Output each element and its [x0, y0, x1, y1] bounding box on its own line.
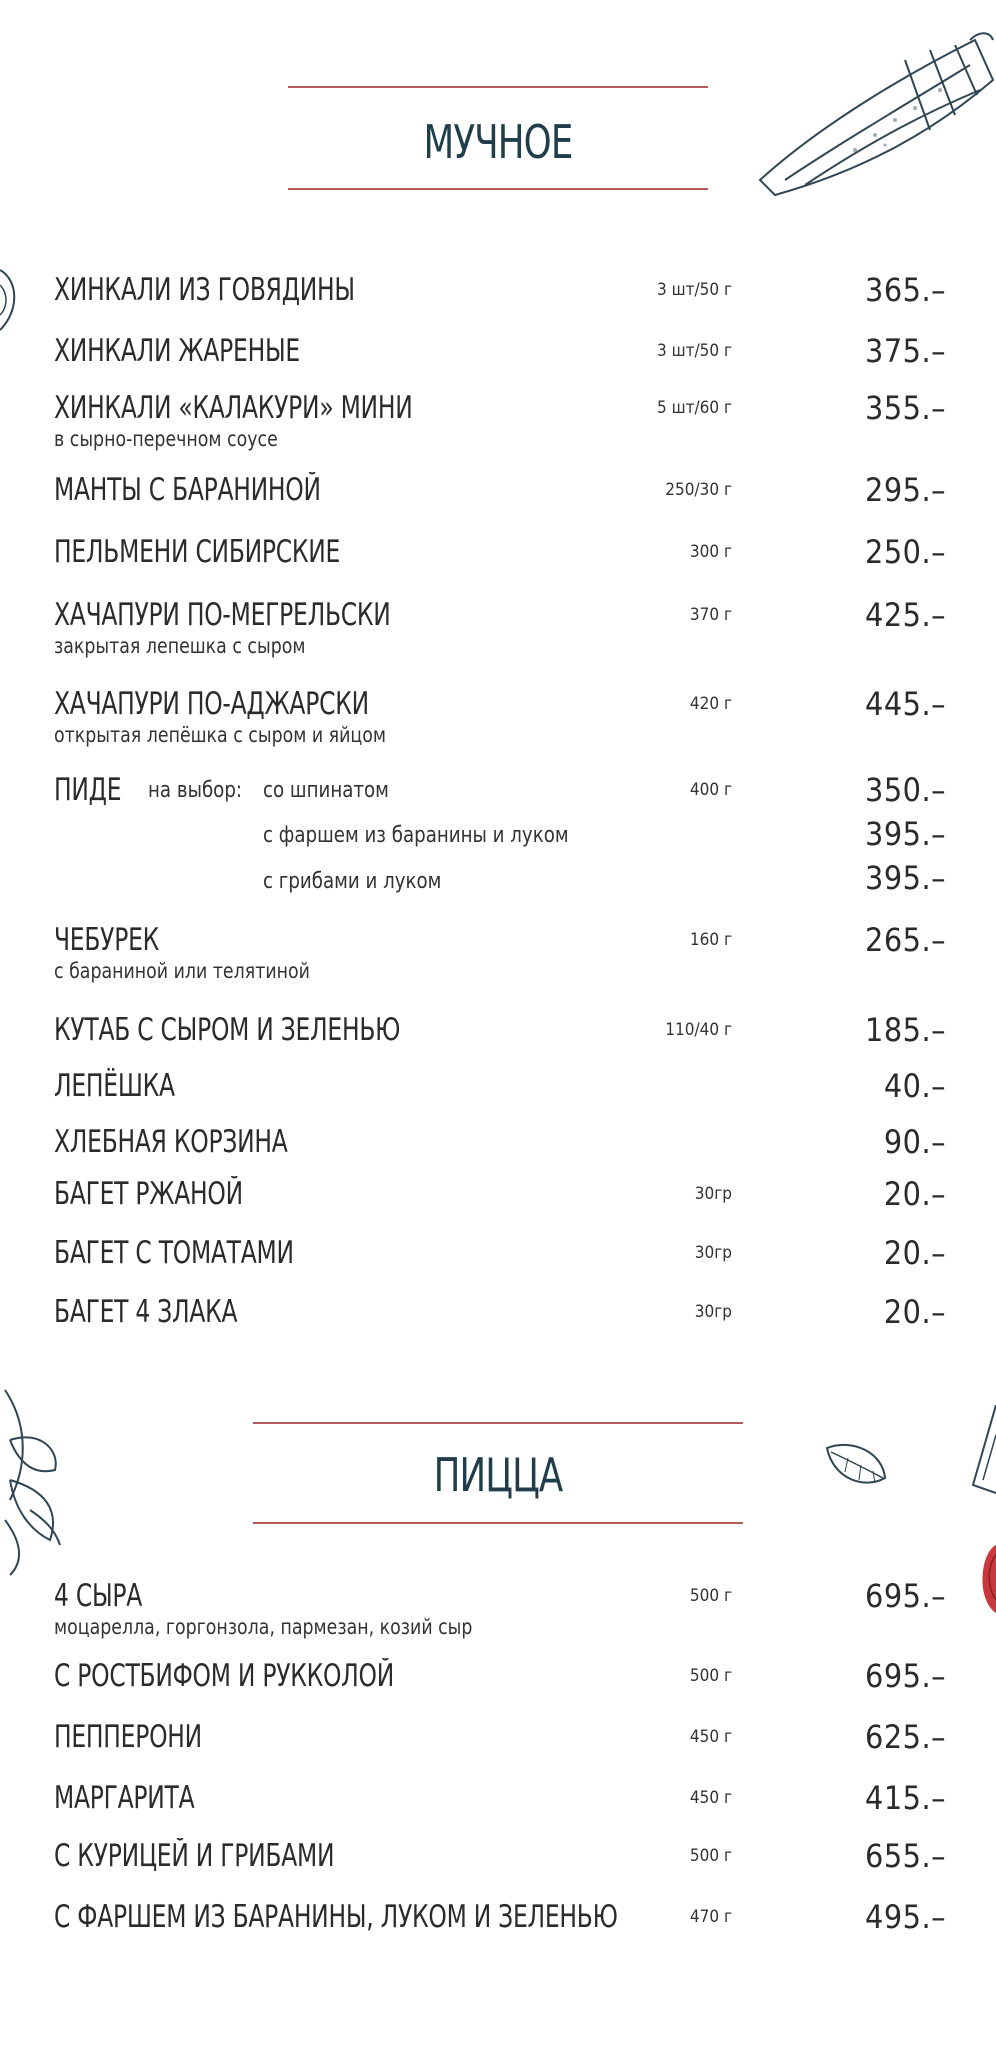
item-name: ПЕЛЬМЕНИ СИБИРСКИЕ [54, 534, 341, 570]
item-price: 185.– [865, 1011, 946, 1049]
item-description: закрытая лепешка с сыром [54, 634, 306, 658]
herb-sketch-icon [0, 1380, 80, 1580]
item-name: ХАЧАПУРИ ПО-АДЖАРСКИ [54, 686, 369, 722]
menu-item [0, 920, 996, 990]
item-name: МАНТЫ С БАРАНИНОЙ [54, 472, 321, 508]
item-price: 395.– [865, 859, 946, 897]
menu-item [0, 1717, 996, 1787]
item-name: С РОСТБИФОМ И РУККОЛОЙ [54, 1658, 394, 1694]
item-weight: 370 г [689, 605, 732, 625]
item-weight: 450 г [689, 1788, 732, 1808]
item-price: 20.– [883, 1175, 946, 1213]
item-weight: 450 г [689, 1727, 732, 1747]
item-price: 350.– [865, 771, 946, 809]
item-price: 90.– [883, 1123, 946, 1161]
item-weight: 110/40 г [665, 1020, 732, 1040]
item-weight: 5 шт/60 г [657, 398, 732, 418]
pizza-slice-sketch-icon [968, 1405, 996, 1495]
item-price: 395.– [865, 815, 946, 853]
item-price: 415.– [865, 1779, 946, 1817]
item-name: ЛЕПЁШКА [54, 1068, 175, 1104]
item-name: ЧЕБУРЕК [54, 922, 160, 958]
item-weight: 30гр [694, 1302, 732, 1322]
item-weight: 500 г [689, 1586, 732, 1606]
item-weight: 420 г [689, 694, 732, 714]
section-rule-top [253, 1422, 743, 1424]
menu-item [0, 1897, 996, 1967]
menu-item [0, 532, 996, 602]
item-price: 365.– [865, 271, 946, 309]
item-weight: 470 г [689, 1907, 732, 1927]
item-description: с бараниной или телятиной [54, 959, 310, 983]
item-weight: 3 шт/50 г [657, 341, 732, 361]
item-weight: 30гр [694, 1243, 732, 1263]
menu-item [0, 1576, 996, 1646]
item-name: ХИНКАЛИ ЖАРЕНЫЕ [54, 333, 300, 369]
item-price: 625.– [865, 1718, 946, 1756]
item-price: 445.– [865, 685, 946, 723]
pide-option-label: со шпинатом [263, 778, 389, 803]
section-title-pizza: ПИЦЦА [433, 1448, 563, 1502]
menu-item [0, 1656, 996, 1726]
section-title-flour: МУЧНОЕ [423, 115, 573, 169]
item-name: С ФАРШЕМ ИЗ БАРАНИНЫ, ЛУКОМ И ЗЕЛЕНЬЮ [54, 1899, 618, 1935]
item-price: 20.– [883, 1234, 946, 1272]
item-price: 695.– [865, 1577, 946, 1615]
menu-item [0, 1836, 996, 1906]
menu-item [0, 595, 996, 665]
item-name: ХАЧАПУРИ ПО-МЕГРЕЛЬСКИ [54, 597, 391, 633]
menu-item [0, 684, 996, 754]
section-rule-bottom [253, 1522, 743, 1524]
item-name: КУТАБ С СЫРОМ И ЗЕЛЕНЬЮ [54, 1012, 401, 1048]
item-name: 4 СЫРА [54, 1578, 143, 1614]
item-weight: 160 г [689, 930, 732, 950]
item-price: 695.– [865, 1657, 946, 1695]
item-description: в сырно-перечном соусе [54, 427, 278, 451]
section-rule-top [288, 86, 708, 88]
section-rule-bottom [288, 188, 708, 190]
item-price: 20.– [883, 1293, 946, 1331]
menu-item [0, 1292, 996, 1362]
pide-option-label: с фаршем из баранины и луком [263, 823, 569, 848]
item-weight: 30гр [694, 1184, 732, 1204]
item-price: 375.– [865, 332, 946, 370]
item-name: ХИНКАЛИ «КАЛАКУРИ» МИНИ [54, 390, 413, 426]
item-weight: 3 шт/50 г [657, 280, 732, 300]
item-name: ХЛЕБНАЯ КОРЗИНА [54, 1124, 288, 1160]
item-weight: 250/30 г [665, 480, 732, 500]
menu-item [0, 388, 996, 458]
item-description: моцарелла, горгонзола, пармезан, козий сыр [54, 1615, 473, 1639]
pide-option-label: с грибами и луком [263, 869, 442, 894]
item-price: 295.– [865, 471, 946, 509]
item-price: 265.– [865, 921, 946, 959]
item-weight: 300 г [689, 542, 732, 562]
item-price: 250.– [865, 533, 946, 571]
menu-item [0, 270, 996, 340]
menu-item [0, 470, 996, 540]
item-description: открытая лепёшка с сыром и яйцом [54, 723, 387, 747]
item-name: С КУРИЦЕЙ И ГРИБАМИ [54, 1838, 335, 1874]
item-price: 425.– [865, 596, 946, 634]
item-name: БАГЕТ 4 ЗЛАКА [54, 1294, 238, 1330]
item-name: ПИДЕ [54, 772, 122, 808]
item-price: 655.– [865, 1837, 946, 1875]
item-weight: 500 г [689, 1666, 732, 1686]
item-weight: 400 г [689, 780, 732, 800]
item-price: 40.– [883, 1067, 946, 1105]
item-name: ПЕППЕРОНИ [54, 1719, 202, 1755]
item-weight: 500 г [689, 1846, 732, 1866]
item-price: 495.– [865, 1898, 946, 1936]
pide-choice-label: на выбор: [148, 778, 243, 803]
item-name: МАРГАРИТА [54, 1780, 195, 1816]
item-price: 355.– [865, 389, 946, 427]
item-name: БАГЕТ РЖАНОЙ [54, 1176, 243, 1212]
item-name: ХИНКАЛИ ИЗ ГОВЯДИНЫ [54, 272, 355, 308]
item-name: БАГЕТ С ТОМАТАМИ [54, 1235, 294, 1271]
menu-item-pide [0, 770, 996, 900]
